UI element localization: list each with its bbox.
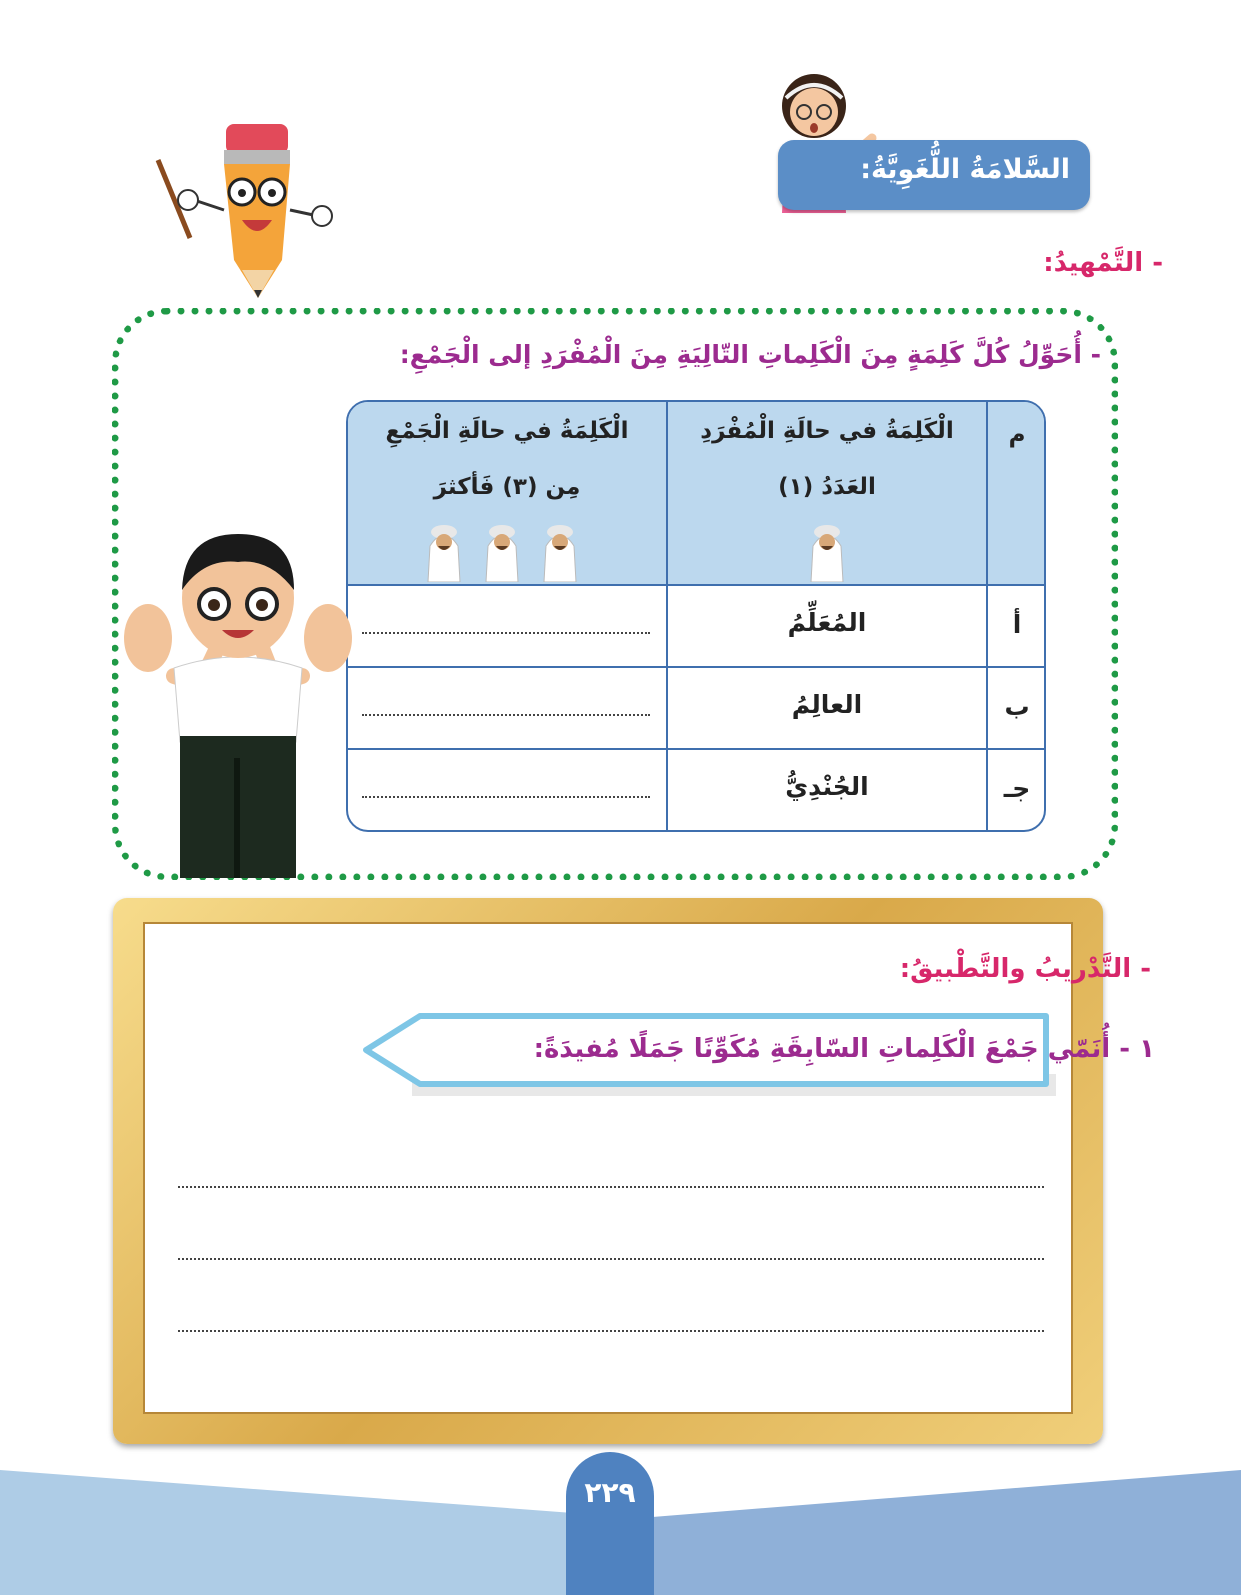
exercise-instruction: - أُحَوِّلُ كُلَّ كَلِمَةٍ مِنَ الْكَلِماتِ التّالِيَةِ مِنَ الْمُفْرَدِ إلى الْجَمْعِ: xyxy=(399,340,1101,369)
man-icon xyxy=(422,522,466,582)
row-singular-word: العالِمُ xyxy=(791,690,863,719)
table-divider xyxy=(348,666,1044,668)
col-index-header: م xyxy=(1008,422,1026,448)
man-icon xyxy=(480,522,524,582)
pencil-mascot-illustration xyxy=(150,120,350,305)
word-table xyxy=(346,400,1046,832)
answer-line[interactable] xyxy=(178,1186,1044,1188)
row-singular-word: المُعَلِّمُ xyxy=(787,608,867,637)
col-plural-subheader: مِن (٣) فَأكثرَ xyxy=(433,474,581,500)
row-singular-word: الجُنْدِيُّ xyxy=(785,772,869,801)
man-icon xyxy=(805,522,849,582)
practice-board-inner xyxy=(143,922,1073,1414)
row-index: أ xyxy=(1012,610,1022,639)
table-divider xyxy=(348,748,1044,750)
table-divider xyxy=(348,584,1044,586)
col-singular-header: الْكَلِمَةُ في حالَةِ الْمُفْرَدِ xyxy=(700,418,954,444)
practice-heading: - التَّدْريبُ والتَّطْبيقُ: xyxy=(899,954,1151,984)
answer-line[interactable] xyxy=(178,1258,1044,1260)
task-instruction: ١ - أُنَمّي جَمْعَ الْكَلِماتِ السّابِقَةِ مُكَوِّنًا جَمَلًا مُفيدَةً: xyxy=(533,1034,1155,1064)
answer-blank[interactable] xyxy=(362,796,650,798)
answer-blank[interactable] xyxy=(362,632,650,634)
page-number: ٢٢٩ xyxy=(584,1476,636,1509)
intro-heading: - التَّمْهيدُ: xyxy=(1043,248,1163,278)
col-plural-header: الْكَلِمَةُ في حالَةِ الْجَمْعِ xyxy=(385,418,629,444)
row-index: جـ xyxy=(1003,774,1031,803)
section-header xyxy=(778,140,1090,210)
answer-line[interactable] xyxy=(178,1330,1044,1332)
answer-blank[interactable] xyxy=(362,714,650,716)
boy-illustration xyxy=(118,528,358,878)
section-title: السَّلامَةُ اللُّغَوِيَّةُ: xyxy=(860,154,1070,185)
col-singular-subheader: العَدَدُ (١) xyxy=(778,474,876,500)
man-icon xyxy=(538,522,582,582)
row-index: ب xyxy=(1004,692,1030,721)
page-number-badge xyxy=(566,1452,654,1595)
